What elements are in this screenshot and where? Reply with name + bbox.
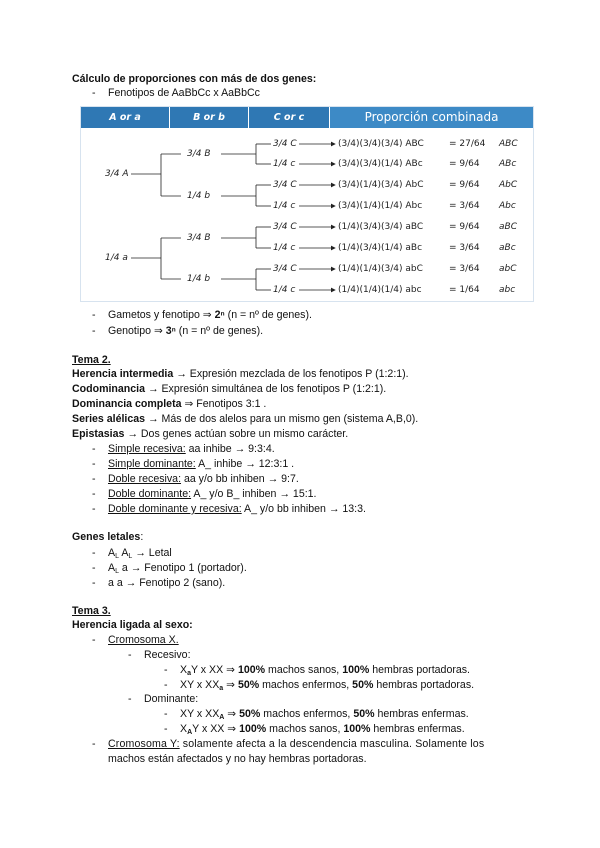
formula: (3/4)(1/4)(1/4) Abc xyxy=(338,201,423,211)
phenotype: abC xyxy=(499,264,517,274)
herencia-intermedia: Herencia intermedia → Expresión mezclada de los fenotipos P (1:2:1). xyxy=(72,368,409,380)
cross-item: $X_aY$ x XX ⇒ 100% machos sanos, 100% hembras portadoras. xyxy=(180,664,470,677)
c-label: 1/4 c xyxy=(273,159,296,169)
codominancia: Codominancia → Expresión simultánea de los fenotipos P (1:2:1). xyxy=(72,383,387,395)
bullet-dash: - xyxy=(92,309,96,321)
result: = 9/64 xyxy=(449,159,480,169)
bullet-dash: - xyxy=(92,503,96,515)
formula: (1/4)(1/4)(3/4) abC xyxy=(338,264,423,274)
cross-item: $X_AY$ x XX ⇒ 100% machos sanos, 100% hembras enfermas. xyxy=(180,723,465,736)
a-label: 1/4 a xyxy=(105,253,128,263)
epistasis-item: Simple dominante: A_ inhibe → 12:3:1 . xyxy=(108,458,295,470)
bullet-dash: - xyxy=(128,649,132,661)
header-b: B or b xyxy=(170,107,248,128)
c-label: 3/4 C xyxy=(273,139,297,149)
formula: (1/4)(3/4)(1/4) aBc xyxy=(338,243,423,253)
epistasias: Epistasias → Dos genes actúan sobre un mismo carácter. xyxy=(72,428,349,440)
dominancia-completa: Dominancia completa ⇒ Fenotipos 3:1 . xyxy=(72,398,267,410)
c-label: 3/4 C xyxy=(273,180,297,190)
bullet-dash: - xyxy=(92,738,96,750)
letal-item: $A_L$ a → Fenotipo 1 (portador). xyxy=(108,562,247,575)
tema3-title: Tema 3. xyxy=(72,605,111,617)
c-label: 1/4 c xyxy=(273,243,296,253)
cross-item: XY x $XX_a$ ⇒ 50% machos enfermos, 50% hembras portadoras. xyxy=(180,679,475,692)
header-combined: Proporción combinada xyxy=(330,107,533,128)
header-c: C or c xyxy=(249,107,329,128)
phenotype: aBc xyxy=(499,243,516,253)
cromosoma-y-cont: machos están afectados y no hay hembras portadoras. xyxy=(108,753,367,765)
b-label: 1/4 b xyxy=(187,191,211,201)
bullet-dash: - xyxy=(92,325,96,337)
result: = 3/64 xyxy=(449,201,480,211)
epistasis-item: Doble dominante: A_ y/o B_ inhiben → 15:1. xyxy=(108,488,317,500)
cromosoma-y: Cromosoma Y: solamente afecta a la descendencia masculina. Solamente los xyxy=(108,738,485,750)
formula: (1/4)(3/4)(3/4) aBC xyxy=(338,222,424,232)
formula: (3/4)(1/4)(3/4) AbC xyxy=(338,180,424,190)
bullet-dash: - xyxy=(92,488,96,500)
c-label: 1/4 c xyxy=(273,285,296,295)
epistasis-item: Simple recesiva: aa inhibe → 9:3:4. xyxy=(108,443,275,455)
epistasis-item: Doble recesiva: aa y/o bb inhiben → 9:7. xyxy=(108,473,299,485)
section-title-proportions: Cálculo de proporciones con más de dos genes: xyxy=(72,73,317,85)
result: = 1/64 xyxy=(449,285,480,295)
header-a: A or a xyxy=(81,107,169,128)
bullet-dash: - xyxy=(92,577,96,589)
cross-item: XY x $XX_A$ ⇒ 50% machos enfermos, 50% hembras enfermas. xyxy=(180,708,469,721)
letal-item: a a → Fenotipo 2 (sano). xyxy=(108,577,226,589)
series-alelicas: Series alélicas → Más de dos alelos para un mismo gen (sistema A,B,0). xyxy=(72,413,419,425)
phenotype: abc xyxy=(499,285,516,295)
c-label: 3/4 C xyxy=(273,222,297,232)
bullet-dash: - xyxy=(92,443,96,455)
bullet-dash: - xyxy=(92,562,96,574)
bullet-dash: - xyxy=(92,473,96,485)
result: = 27/64 xyxy=(449,139,486,149)
bullet-dash: - xyxy=(164,723,168,735)
phenotype: AbC xyxy=(499,180,518,190)
letal-item: $A_L$ $A_L$ → Letal xyxy=(108,547,172,560)
formula: (1/4)(1/4)(1/4) abc xyxy=(338,285,422,295)
letales-title: Genes letales: xyxy=(72,531,144,543)
phenotype: ABC xyxy=(499,139,518,149)
phenotype: aBC xyxy=(499,222,517,232)
dominante-label: Dominante: xyxy=(144,693,199,705)
phenotype: Abc xyxy=(499,201,516,211)
b-label: 3/4 B xyxy=(187,233,211,243)
genotype-bullet: Genotipo ⇒ 3ⁿ (n = nº de genes). xyxy=(108,325,264,337)
bullet-dash: - xyxy=(164,708,168,720)
epistasis-item: Doble dominante y recesiva: A_ y/o bb inhiben → 13:3. xyxy=(108,503,366,515)
bullet-dash: - xyxy=(92,634,96,646)
tema3-subtitle: Herencia ligada al sexo: xyxy=(72,619,193,631)
cromosoma-x: Cromosoma X. xyxy=(108,634,179,646)
tema2-title: Tema 2. xyxy=(72,354,111,366)
result: = 3/64 xyxy=(449,264,480,274)
phenotypes-bullet: Fenotipos de AaBbCc x AaBbCc xyxy=(108,87,260,99)
c-label: 1/4 c xyxy=(273,201,296,211)
phenotype: ABc xyxy=(499,159,517,169)
formula: (3/4)(3/4)(1/4) ABc xyxy=(338,159,423,169)
formula: (3/4)(3/4)(3/4) ABC xyxy=(338,139,424,149)
bullet-dash: - xyxy=(164,679,168,691)
bullet-dash: - xyxy=(128,693,132,705)
result: = 9/64 xyxy=(449,180,480,190)
recesivo-label: Recesivo: xyxy=(144,649,191,661)
bullet-dash: - xyxy=(164,664,168,676)
c-label: 3/4 C xyxy=(273,264,297,274)
bullet-dash: - xyxy=(92,547,96,559)
result: = 9/64 xyxy=(449,222,480,232)
b-label: 3/4 B xyxy=(187,149,211,159)
bullet-dash: - xyxy=(92,87,96,99)
gametes-bullet: Gametos y fenotipo ⇒ 2ⁿ (n = nº de genes). xyxy=(108,309,312,321)
bullet-dash: - xyxy=(92,458,96,470)
a-label: 3/4 A xyxy=(105,169,129,179)
result: = 3/64 xyxy=(449,243,480,253)
b-label: 1/4 b xyxy=(187,274,211,284)
dihybrid-proportion-table xyxy=(80,106,534,302)
